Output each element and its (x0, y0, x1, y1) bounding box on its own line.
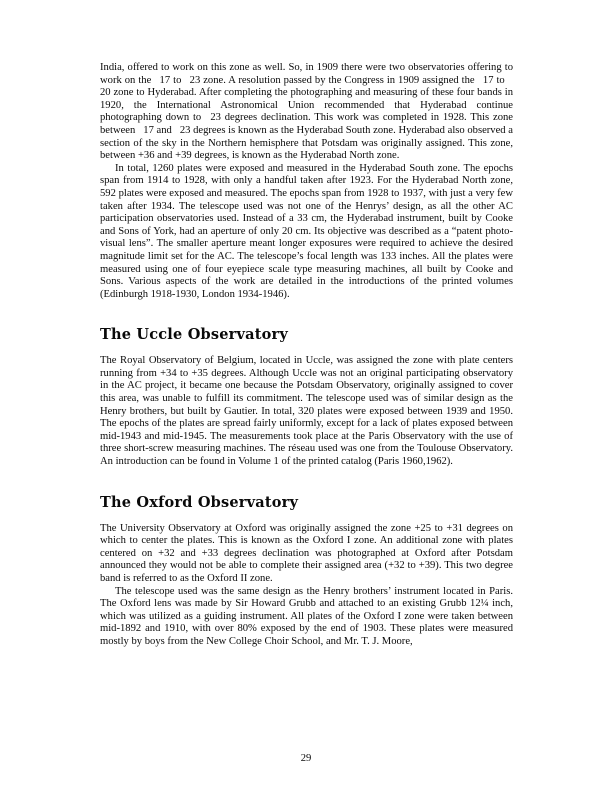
paragraph-oxford-zones: The University Observatory at Oxford was originally assigned the zone +25 to +31 degrees on which to center the plates. This is known as the Oxford I zone. An additional zone with plates centered on +32 and +33 degrees declination was photographed at Oxford after Potsdam announced they would not be able to complete their assigned area (+32 to +39). This two degree band is referred to as the Oxford II zone. (100, 522, 513, 584)
section-heading-uccle: The Uccle Observatory (100, 326, 288, 344)
paragraph-oxford-telescope: The telescope used was the same design as the Henry brothers’ instrument located in Paris. The Oxford lens was made by Sir Howard Grubb and attached to an existing Grubb 12¼ inch, which was utilized as a guiding instrument. All plates of the Oxford I zone were taken between mid-1892 and 1910, with over 80% exposed by the end of 1903. These plates were measured mostly by boys from the New College Choir School, and Mr. T. J. Moore, (100, 585, 513, 647)
page-number: 29 (300, 753, 312, 764)
text-column (100, 62, 513, 649)
paragraph-uccle: The Royal Observatory of Belgium, located in Uccle, was assigned the zone with plate centers running from +34 to +35 degrees. Although Uccle was not an original participating observatory in the AC project, it became one because the Potsdam Observatory, originally assigned to cover this area, was unable to fulfill its commitment. The telescope used was of similar design as the Henry brothers, but built by Gautier. In total, 320 plates were exposed between 1939 and 1950. The epochs of the plates are spread fairly uniformly, except for a lack of plates exposed between mid-1943 and mid-1945. The measurements took place at the Paris Observatory with the use of three short-screw measuring machines. The réseau used was one from the Toulouse Observatory. An introduction can be found in Volume 1 of the printed catalog (Paris 1960,1962). (100, 355, 513, 468)
paragraph-hyderabad-continuation: India, offered to work on this zone as well. So, in 1909 there were two observatories offering to work on the 17 to 23 zone. A resolution passed by the Congress in 1909 assigned the 17 to 20 zone to Hyderabad. After completing the photographing and measuring of these four bands in 1920, the International Astronomical Union recommended that Hyderabad continue photographing down to 23 degrees declination. This work was completed in 1928. This zone between 17 and 23 degrees is known as the Hyderabad South zone. Hyderabad also observed a section of the sky in the Northern hemisphere that Potsdam was originally assigned. This zone, between +36 and +39 degrees, is known as the Hyderabad North zone. (100, 62, 513, 162)
section-heading-oxford: The Oxford Observatory (100, 493, 299, 511)
paragraph-hyderabad-plates: In total, 1260 plates were exposed and measured in the Hyderabad South zone. The epochs span from 1914 to 1928, with only a handful taken after 1923. For the Hyderabad North zone, 592 plates were exposed and measured. The epochs span from 1928 to 1937, with just a very few taken after 1934. The telescope used was not one of the Henrys’ design, as all the other AC participation observatories used. Instead of a 33 cm, the Hyderabad instrument, built by Cooke and Sons of York, had an aperture of only 20 cm. Its objective was described as a “patent photo-visual lens”. The smaller aperture meant longer exposures were required to achieve the desired magnitude limit set for the AC. The telescope’s focal length was 133 inches. All the plates were measured using one of four eyepiece scale type measuring machines, all built by Cooke and Sons. Various aspects of the work are detailed in the introductions of the printed volumes (Edinburgh 1918-1930, London 1934-1946). (100, 162, 513, 300)
